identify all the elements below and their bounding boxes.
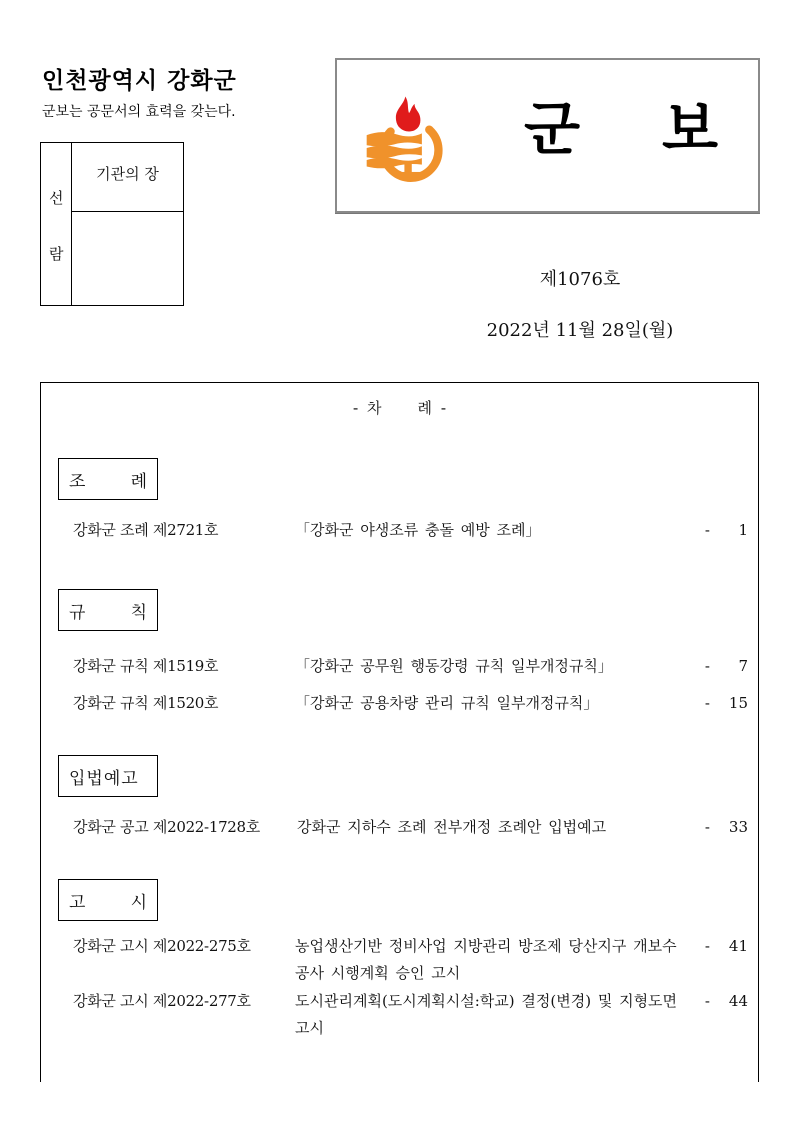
entry-title: 「강화군 야생조류 충돌 예방 조례」 [295, 521, 541, 539]
entry-dash: - [704, 818, 710, 836]
entry-number: 강화군 고시 제2022-277호 [73, 992, 251, 1010]
entry-dash: - [704, 657, 710, 675]
entry-dash: - [704, 937, 710, 955]
masthead-title-char-1: 군 [524, 95, 581, 163]
entry-number: 강화군 공고 제2022-1728호 [73, 818, 260, 836]
review-column-header: 기관의 장 [72, 143, 183, 212]
section-heading-part: 고 [69, 892, 86, 913]
entry-number: 강화군 조례 제2721호 [73, 521, 219, 539]
entry-page: 33 [728, 818, 748, 836]
section-heading-ordinance [58, 458, 158, 500]
entry-page: 1 [738, 521, 748, 539]
issue-date: 2022년 11월 28일(월) [486, 320, 674, 341]
entry-title: 강화군 지하수 조례 전부개정 조례안 입법예고 [297, 818, 607, 836]
entry-page: 15 [728, 694, 748, 712]
review-side-column [41, 143, 72, 305]
section-heading-part: 조 [69, 471, 86, 492]
section-heading-part: 례 [130, 471, 147, 492]
entry-dash: - [704, 521, 710, 539]
entry-page: 44 [728, 992, 748, 1010]
section-heading-legislative-notice: 입법예고 [58, 755, 158, 797]
entry-number: 강화군 고시 제2022-275호 [73, 937, 251, 955]
entry-dash: - [704, 992, 710, 1010]
issue-number: 제1076호 [539, 269, 621, 290]
entry-title: 농업생산기반 정비사업 지방관리 방조제 당산지구 개보수공사 시행계획 승인 고시 [295, 937, 677, 982]
toc-title [41, 397, 758, 418]
section-heading-part: 시 [130, 892, 147, 913]
entry-number: 강화군 규칙 제1520호 [73, 694, 219, 712]
toc-title-left: - 차 [352, 399, 382, 417]
section-heading-rule [58, 589, 158, 631]
toc-title-right: 례 - [417, 399, 447, 417]
entry-page: 7 [738, 657, 748, 675]
section-heading-announcement [58, 879, 158, 921]
entry-page: 41 [728, 937, 748, 955]
masthead-title-char-2: 보 [662, 95, 719, 163]
org-subtitle: 군보는 공문서의 효력을 갖는다. [42, 104, 236, 120]
review-side-label-top: 선 [49, 189, 64, 207]
table-of-contents [40, 382, 759, 1082]
entry-title: 도시관리계획(도시계획시설:학교) 결정(변경) 및 지형도면 고시 [295, 992, 678, 1037]
entry-dash: - [704, 694, 710, 712]
masthead [335, 58, 760, 213]
entry-number: 강화군 규칙 제1519호 [73, 657, 219, 675]
org-name: 인천광역시 강화군 [42, 68, 237, 94]
county-emblem-icon [363, 92, 455, 182]
entry-title: 「강화군 공용차량 관리 규칙 일부개정규칙」 [295, 694, 599, 712]
entry-title: 「강화군 공무원 행동강령 규칙 일부개정규칙」 [295, 657, 613, 675]
review-side-label-bottom: 람 [49, 245, 64, 263]
section-heading-part: 칙 [130, 602, 147, 623]
review-approval-box [40, 142, 184, 306]
section-heading-part: 규 [69, 602, 86, 623]
